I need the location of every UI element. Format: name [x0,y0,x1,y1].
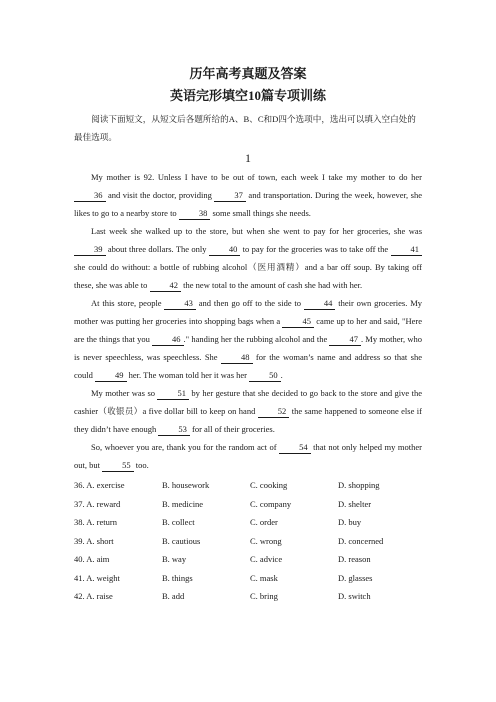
option-choice: B. medicine [162,498,204,509]
blank-45: 45 [282,316,314,328]
option-choice: B. collect [162,517,195,528]
blank-42: 42 [150,280,182,292]
option-choice: 38. A. return [74,517,117,528]
passage-paragraph [74,384,422,438]
option-choice: C. cooking [250,480,288,491]
option-choice: 37. A. reward [74,498,121,509]
option-row [74,569,422,588]
option-choice: C. wrong [250,535,282,546]
option-row [74,495,422,514]
blank-43: 43 [164,298,196,310]
option-choice: C. company [250,498,292,509]
options-list [74,476,422,606]
blank-48: 48 [221,352,253,364]
document-subtitle: 英语完形填空10篇专项训练 [169,88,326,103]
option-choice: 40. A. aim [74,554,110,565]
blank-40: 40 [209,244,241,256]
passage-text: to pay for the groceries was to take off the [240,244,391,254]
option-choice: C. order [250,517,278,528]
blank-37: 37 [214,190,246,202]
instructions: 阅读下面短文，从短文后各题所给的A、B、C和D四个选项中，选出可以填入空白处的最佳选项。 [74,114,416,142]
blank-53: 53 [158,424,190,436]
blank-49: 49 [95,370,127,382]
blank-44: 44 [304,298,336,310]
blank-50: 50 [249,370,281,382]
blank-54: 54 [279,442,311,454]
passage-paragraph [74,294,422,384]
blank-47: 47 [329,334,361,346]
blank-52: 52 [258,406,290,418]
option-choice: D. concerned [338,535,384,546]
option-row [74,550,422,569]
option-choice: D. switch [338,591,371,602]
passage-text: the new total to the amount of cash she had with her. [181,280,363,290]
blank-46: 46 [152,334,184,346]
option-choice: D. shopping [338,480,380,491]
passage-text: her. The woman told her it was her [126,370,250,380]
option-choice: D. buy [338,517,362,528]
passage-paragraph [74,222,422,294]
passage-text: and transportation. During the week, however, she likes to go to a nearby store to [74,190,423,218]
option-choice: B. housework [162,480,210,491]
section-number: 1 [245,151,251,165]
option-choice: 36. A. exercise [74,480,125,491]
document-title: 历年高考真题及答案 [189,66,307,81]
content-column [74,66,422,606]
option-choice: B. add [162,591,185,602]
option-row [74,532,422,551]
option-choice: D. reason [338,554,371,565]
option-choice: B. cautious [162,535,201,546]
passage-text: their own groceries. My mother was putting her groceries into shopping bags when a [74,298,422,326]
blank-51: 51 [157,388,189,400]
passage-text: about three dollars. The only [105,244,209,254]
blank-39: 39 [74,244,106,256]
blank-41: 41 [391,244,423,256]
passage [74,168,422,474]
passage-text: My mother is 92. Unless I have to be out of town, each week I take my mother to do her [91,172,422,182]
option-choice: C. advice [250,554,283,565]
option-choice: 42. A. raise [74,591,113,602]
option-choice: C. mask [250,572,278,583]
passage-text: for the woman’s name and address so that she could [74,352,422,380]
option-choice: B. way [162,554,187,565]
passage-text: came up to her and said, "Here are the things that you [74,316,423,344]
passage-text: by her gesture that she decided to go back to the store and give the cashier（收银员）a five dollar bill to keep on hand [74,388,422,416]
passage-text: At this store, people [91,298,165,308]
passage-text: too. [133,460,149,470]
passage-text: . [280,370,283,380]
option-choice: B. things [162,572,193,583]
passage-paragraph [74,438,422,474]
option-choice: D. glasses [338,572,373,583]
passage-text: the same happened to someone else if they didn’t have enough [74,406,422,434]
option-choice: C. bring [250,591,278,602]
passage-text: and then go off to the side to [195,298,304,308]
passage-text: . My mother, who is never speechless, was speechless. She [74,334,422,362]
passage-text: that not only helped my mother out, but [74,442,422,470]
blank-55: 55 [102,460,134,472]
passage-text: and visit the doctor, providing [105,190,215,200]
blank-36: 36 [74,190,106,202]
option-row [74,587,422,606]
passage-text: My mother was so [91,388,158,398]
passage-paragraph [74,168,422,222]
passage-text: Last week she walked up to the store, but when she went to pay for her groceries, she was [91,226,422,236]
option-choice: D. shelter [338,498,372,509]
passage-text: she could do without: a bottle of rubbing alcohol（医用酒精）and a bar off soup. By taking off these, she was able to [74,262,422,290]
option-choice: 41. A. weight [74,572,120,583]
option-row [74,513,422,532]
option-choice: 39. A. short [74,535,114,546]
passage-text: for all of their groceries. [189,424,275,434]
blank-38: 38 [179,208,211,220]
option-row [74,476,422,495]
passage-text: ." handing her the rubbing alcohol and the [183,334,330,344]
passage-text: So, whoever you are, thank you for the random act of [91,442,280,452]
passage-text: some small things she needs. [210,208,311,218]
